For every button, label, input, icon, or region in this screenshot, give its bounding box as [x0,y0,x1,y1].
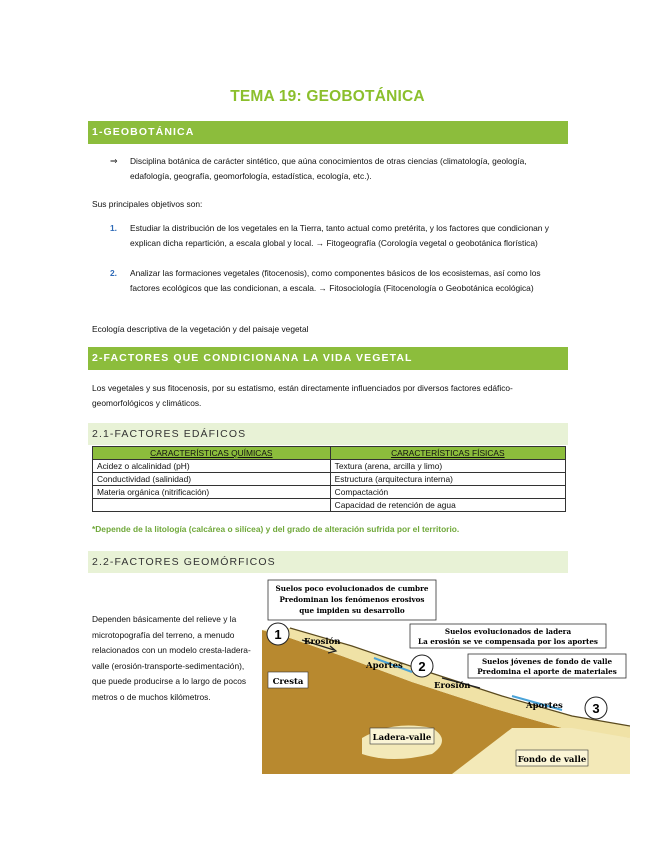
circle-2-label: 2 [418,659,426,674]
subsection-heading-geomorficos: 2.2-FACTORES GEOMÓRFICOS [88,551,568,573]
table-cell [93,499,331,512]
table-cell: Estructura (arquitectura interna) [330,473,565,486]
objective-text: Analizar las formaciones vegetales (fitocenosis), como componentes básicos de los ecosistemas, así como los factores ecológicos que las condicionan, a escala. → Fitosociología (Fitocenología o Geobotánica ecológica) [130,268,541,293]
objective-text: Estudiar la distribución de los vegetales en la Tierra, tanto actual como pretérita, y los factores que condicionan y explican dicha repartición, a escala global y local. → Fitogeografía (Corología vegetal o geobotánica florística) [130,223,549,248]
objective-number: 2. [110,268,117,278]
page-title: TEMA 19: GEOBOTÁNICA [230,88,425,105]
lithology-note: *Depende de la litología (calcárea o silícea) y del grado de alteración sufrida por el territorio. [92,524,460,534]
callout-2-line-2: La erosión se ve compensada por los aportes [418,637,598,646]
circle-1-label: 1 [274,627,282,642]
callout-1-line-3: que impiden su desarrollo [299,606,405,615]
table-cell: Conductividad (salinidad) [93,473,331,486]
callout-3-line-2: Predomina el aporte de materiales [477,667,617,676]
geomorphic-description: Dependen básicamente del relieve y la microtopografía del terreno, a menudo relacionados con un modelo cresta-ladera-valle (erosión-transporte-sedimentación), que puede producirse a lo largo de pocos metros o de muchos kilómetros. [92,614,251,702]
fondo-label: Fondo de valle [517,755,587,765]
table-row [93,473,566,486]
table-header-row [93,447,566,460]
crest-slope-valley-diagram [262,578,630,774]
subsection-heading-edaficos: 2.1-FACTORES EDÁFICOS [88,423,568,445]
table-cell: Acidez o alcalinidad (pH) [93,460,331,473]
ladera-label: Ladera-valle [372,733,432,743]
aportes-label-2: Aportes [526,701,563,711]
objectives-intro: Sus principales objetivos son: [92,199,203,209]
cresta-label: Cresta [272,677,304,687]
table-cell: Textura (arena, arcilla y limo) [330,460,565,473]
soil-factors-table [92,446,566,512]
aportes-label-1: Aportes [366,661,403,671]
header-physical: CARACTERÍSTICAS FÍSICAS [330,447,565,460]
callout-3-line-1: Suelos jóvenes de fondo de valle [481,657,613,666]
table-row [93,460,566,473]
table-cell: Materia orgánica (nitrificación) [93,486,331,499]
erosion-label-2: Erosión [434,681,471,691]
table-row [93,486,566,499]
double-arrow-icon: ⇒ [110,156,118,166]
objective-number: 1. [110,223,117,233]
erosion-label-1: Erosión [304,637,341,647]
section-2-intro: Los vegetales y sus fitocenosis, por su estatismo, están directamente influenciados por diversos factores edáfico-geomorfológicos y climáticos. [92,383,513,408]
closing-statement: Ecología descriptiva de la vegetación y del paisaje vegetal [92,324,309,334]
header-chemical: CARACTERÍSTICAS QUÍMICAS [93,447,331,460]
table-cell: Compactación [330,486,565,499]
definition-text: Disciplina botánica de carácter sintético, que aúna conocimientos de otras ciencias (climatología, geología, edafología, geografía, geomorfología, estadística, ecología, etc.). [130,156,527,181]
circle-3-label: 3 [592,701,600,716]
callout-2-line-1: Suelos evolucionados de ladera [444,627,572,636]
callout-1-line-1: Suelos poco evolucionados de cumbre [275,584,429,593]
section-heading-factores: 2-FACTORES QUE CONDICIONANA LA VIDA VEGETAL [88,347,568,370]
section-heading-geobotanica: 1-GEOBOTÁNICA [88,121,568,144]
table-row [93,499,566,512]
table-cell: Capacidad de retención de agua [330,499,565,512]
callout-1-line-2: Predominan los fenómenos erosivos [279,595,425,604]
